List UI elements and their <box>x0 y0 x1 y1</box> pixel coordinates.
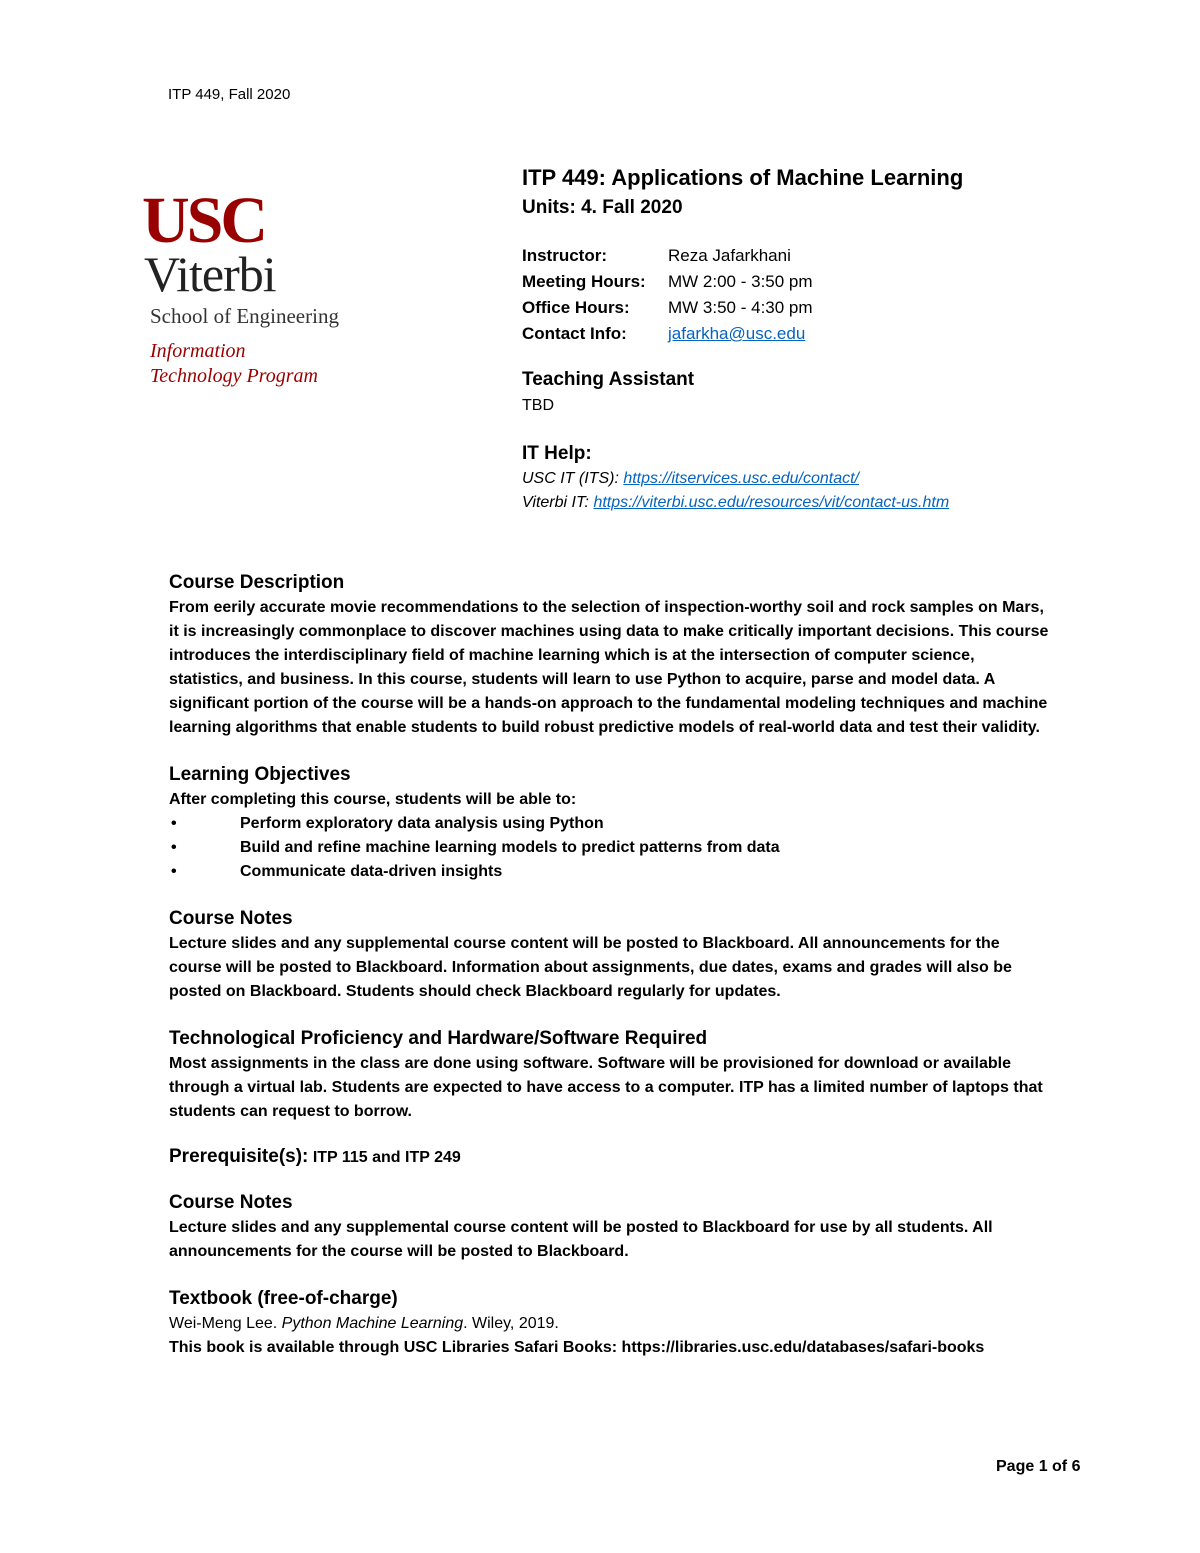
viterbi-it-label: Viterbi IT: <box>522 494 594 511</box>
contact-info-label: Contact Info: <box>522 324 627 343</box>
usc-it-link[interactable]: https://itservices.usc.edu/contact/ <box>623 470 859 487</box>
page-number: Page 1 of 6 <box>996 1458 1081 1475</box>
logo-usc-text: USC <box>142 184 266 257</box>
bullet-icon: • <box>171 815 177 832</box>
course-notes-2-heading: Course Notes <box>169 1192 293 1213</box>
it-help-heading: IT Help: <box>522 443 592 464</box>
course-notes-heading: Course Notes <box>169 908 293 929</box>
syllabus-body <box>169 570 1049 1382</box>
course-notes-2-body: Lecture slides and any supplemental course content will be posted to Blackboard for use by all students. All announcements for the course will be posted to Blackboard. <box>169 1219 993 1260</box>
office-hours-value: MW 3:50 - 4:30 pm <box>668 298 813 317</box>
logo-viterbi-text: Viterbi <box>144 246 276 302</box>
textbook-availability: This book is available through USC Libraries Safari Books: https://libraries.usc.edu/databases/safari-books <box>169 1339 985 1356</box>
learning-objectives-list <box>169 812 1049 884</box>
course-units: Units: 4. Fall 2020 <box>522 197 683 218</box>
course-notes-body: Lecture slides and any supplemental course content will be posted to Blackboard. All announcements for the course will be posted to Blackboard. Information about assignments, due dates, exams and grades will also be posted on Blackboard. Students should check Blackboard regularly for updates. <box>169 935 1012 1000</box>
bullet-icon: • <box>171 839 177 856</box>
tech-requirements-section <box>169 1026 1049 1124</box>
objective-text: Communicate data-driven insights <box>240 863 503 880</box>
contact-email-link[interactable]: jafarkha@usc.edu <box>668 324 806 343</box>
learning-objectives-section <box>169 762 1049 884</box>
textbook-section <box>169 1286 1049 1360</box>
usc-it-line <box>522 467 1082 491</box>
running-header: ITP 449, Fall 2020 <box>168 86 291 103</box>
course-info-grid <box>522 245 1082 345</box>
prerequisites-section <box>169 1146 1049 1168</box>
office-hours-label: Office Hours: <box>522 298 630 317</box>
course-notes-2-section <box>169 1190 1049 1264</box>
course-description-section <box>169 570 1049 740</box>
course-notes-section <box>169 906 1049 1004</box>
bullet-icon: • <box>171 863 177 880</box>
learning-objectives-intro: After completing this course, students will be able to: <box>169 791 577 808</box>
objective-text: Perform exploratory data analysis using Python <box>240 815 604 832</box>
instructor-value: Reza Jafarkhani <box>668 246 791 265</box>
learning-objectives-heading: Learning Objectives <box>169 764 351 785</box>
usc-it-label: USC IT (ITS): <box>522 470 624 487</box>
textbook-title: Python Machine Learning <box>281 1315 464 1332</box>
textbook-publisher: . Wiley, 2019. <box>463 1315 559 1332</box>
meeting-hours-label: Meeting Hours: <box>522 272 646 291</box>
course-info-panel <box>522 163 1082 515</box>
viterbi-it-link[interactable]: https://viterbi.usc.edu/resources/vit/contact-us.htm <box>593 494 950 511</box>
tech-requirements-heading: Technological Proficiency and Hardware/Software Required <box>169 1028 708 1049</box>
usc-viterbi-logo <box>142 184 382 398</box>
textbook-citation <box>169 1312 1049 1336</box>
instructor-label: Instructor: <box>522 246 607 265</box>
teaching-assistant-heading: Teaching Assistant <box>522 369 695 390</box>
tech-requirements-body: Most assignments in the class are done using software. Software will be provisioned for download or available through a virtual lab. Students are expected to have access to a computer. ITP has a limited number of laptops that students can request to borrow. <box>169 1055 1043 1120</box>
viterbi-it-line <box>522 491 1082 515</box>
objective-text: Build and refine machine learning models to predict patterns from data <box>240 839 780 856</box>
textbook-author: Wei-Meng Lee. <box>169 1315 282 1332</box>
teaching-assistant-name: TBD <box>522 397 554 414</box>
meeting-hours-value: MW 2:00 - 3:50 pm <box>668 272 813 291</box>
list-item <box>169 860 1049 884</box>
list-item <box>169 836 1049 860</box>
logo-school-text: School of Engineering <box>150 304 339 328</box>
logo-information-text: Information <box>150 340 246 362</box>
logo-technology-text: Technology Program <box>150 365 318 387</box>
teaching-assistant-section <box>522 367 1082 419</box>
list-item <box>169 812 1049 836</box>
course-description-body: From eerily accurate movie recommendations to the selection of inspection-worthy soil and rock samples on Mars, it is increasingly commonplace to discover machines using data to make critically important decisions. This course introduces the interdisciplinary field of machine learning which is at the intersection of computer science, statistics, and business. In this course, students will learn to use Python to acquire, parse and model data. A significant portion of the course will be a hands-on approach to the fundamental modeling techniques and machine learning algorithms that enable students to build robust predictive models of real-world data and test their validity. <box>169 599 1049 736</box>
course-description-heading: Course Description <box>169 572 345 593</box>
it-help-section <box>522 441 1082 515</box>
prerequisites-value: ITP 115 and ITP 249 <box>308 1149 461 1166</box>
textbook-heading: Textbook (free-of-charge) <box>169 1288 398 1309</box>
course-title: ITP 449: Applications of Machine Learning <box>522 165 964 190</box>
prerequisites-heading: Prerequisite(s): <box>169 1146 309 1167</box>
